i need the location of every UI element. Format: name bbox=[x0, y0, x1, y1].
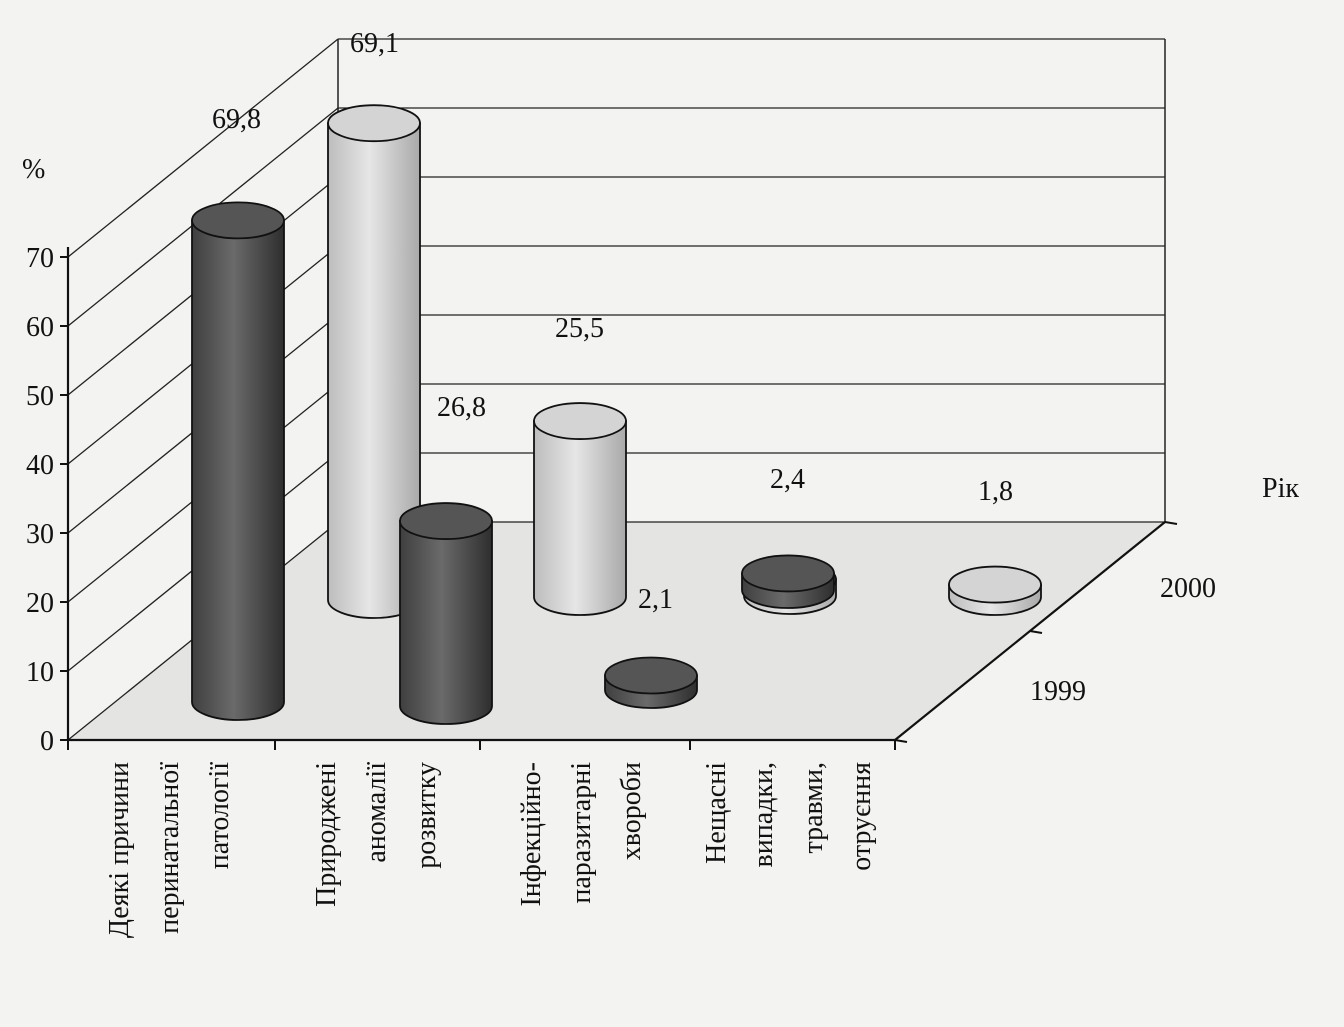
y-tick-label: 10 bbox=[26, 657, 54, 688]
y-tick-label: 0 bbox=[40, 726, 54, 757]
category-label: розвитку bbox=[411, 762, 442, 869]
depth-tick-mark bbox=[1165, 522, 1177, 524]
bar-2000-1-body bbox=[534, 421, 626, 615]
y-tick-label: 60 bbox=[26, 312, 54, 343]
category-label: перинатальної bbox=[154, 762, 185, 934]
bar-1999-0 bbox=[192, 202, 284, 720]
category-label: патології bbox=[204, 762, 235, 870]
depth-series-label: 2000 bbox=[1160, 573, 1216, 604]
y-tick-label: 30 bbox=[26, 519, 54, 550]
bar-1999-2 bbox=[605, 658, 697, 708]
bar-1999-0-top bbox=[192, 202, 284, 238]
category-label: травми, bbox=[798, 762, 829, 854]
bar-2000-3 bbox=[949, 567, 1041, 615]
bar-1999-0-body bbox=[192, 220, 284, 720]
bar-1999-3-top bbox=[742, 555, 834, 591]
depth-axis-title: Рік bbox=[1262, 473, 1299, 504]
data-label-1999: 2,1 bbox=[638, 584, 673, 615]
data-label-2000: 69,1 bbox=[350, 28, 399, 59]
category-label: аномалії bbox=[361, 762, 392, 863]
y-tick-label: 20 bbox=[26, 588, 54, 619]
category-label: випадки, bbox=[748, 762, 779, 868]
depth-series-label: 1999 bbox=[1030, 676, 1086, 707]
bar-2000-1 bbox=[534, 403, 626, 615]
bar-1999-3 bbox=[742, 555, 834, 608]
category-label: Деякі причини bbox=[104, 762, 135, 939]
depth-tick-mark bbox=[895, 740, 907, 742]
y-unit-label: % bbox=[22, 154, 46, 185]
data-label-1999: 69,8 bbox=[212, 104, 261, 135]
category-label: Нещасні bbox=[701, 762, 732, 864]
category-label: Інфекційно- bbox=[516, 762, 547, 907]
bar-2000-3-top bbox=[949, 567, 1041, 603]
category-label: хвороби bbox=[616, 762, 647, 861]
category-label: отруєння bbox=[846, 762, 877, 871]
bar-1999-1-body bbox=[400, 521, 492, 724]
y-tick-label: 50 bbox=[26, 381, 54, 412]
category-label: паразитарні bbox=[566, 762, 597, 904]
y-tick-label: 40 bbox=[26, 450, 54, 481]
data-label-2000: 1,8 bbox=[978, 476, 1013, 507]
data-label-2000: 2,4 bbox=[770, 464, 805, 495]
category-label: Природжені bbox=[311, 762, 342, 907]
data-label-2000: 25,5 bbox=[555, 313, 604, 344]
depth-tick-mark bbox=[1030, 631, 1042, 633]
bar-1999-1 bbox=[400, 503, 492, 724]
y-tick-label: 70 bbox=[26, 243, 54, 274]
bar-2000-0-top bbox=[328, 105, 420, 141]
bar-1999-2-top bbox=[605, 658, 697, 694]
bar-1999-1-top bbox=[400, 503, 492, 539]
data-label-1999: 26,8 bbox=[437, 392, 486, 423]
bar-2000-1-top bbox=[534, 403, 626, 439]
